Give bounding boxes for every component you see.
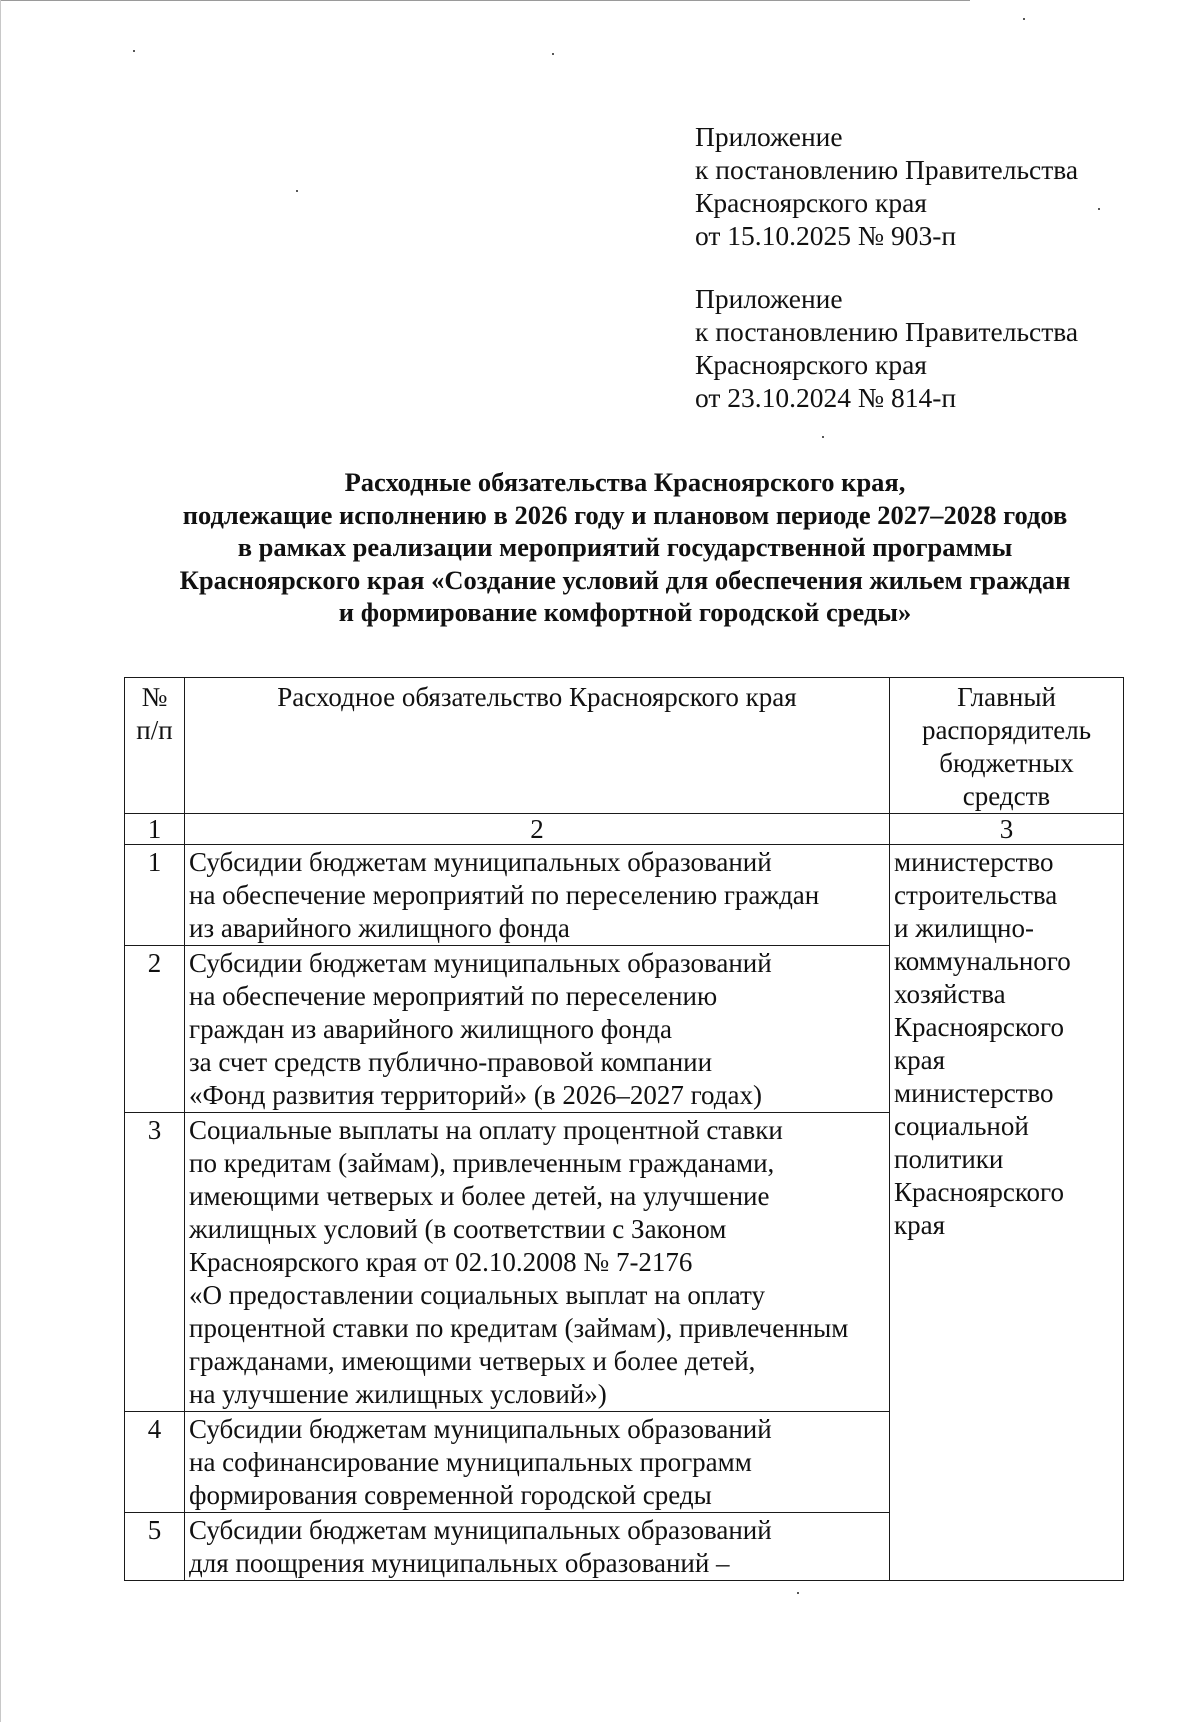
manager-line: Красноярского	[894, 1012, 1064, 1042]
row-line: имеющими четверых и более детей, на улучшение	[189, 1181, 770, 1211]
row-line: «О предоставлении социальных выплат на оплату	[189, 1280, 765, 1310]
appendix-line: от 23.10.2024 № 814-п	[695, 382, 957, 413]
scan-speck	[1023, 18, 1025, 20]
manager-line: политики	[894, 1144, 1004, 1174]
scan-top-edge	[0, 0, 970, 1]
title-line: Расходные обязательства Красноярского края,	[344, 467, 906, 497]
row-number: 4	[125, 1412, 185, 1513]
scan-speck	[552, 53, 554, 55]
document-title	[60, 466, 1190, 629]
column-number: 2	[530, 814, 544, 844]
row-obligation	[185, 1412, 890, 1513]
scan-speck	[133, 50, 135, 52]
row-line: на обеспечение мероприятий по переселению	[189, 981, 718, 1011]
appendix-current	[695, 120, 1078, 252]
scan-left-edge	[0, 0, 1, 1722]
title-line: и формирование комфортной городской среды»	[338, 597, 912, 627]
row-line: Красноярского края от 02.10.2008 № 7-2176	[189, 1247, 693, 1277]
column-number-cell	[890, 814, 1124, 845]
row-number: 1	[125, 845, 185, 946]
manager-line: Красноярского	[894, 1177, 1064, 1207]
row-line: формирования современной городской среды	[189, 1480, 712, 1510]
row-line: Субсидии бюджетам муниципальных образований	[189, 847, 772, 877]
title-line: подлежащие исполнению в 2026 году и плановом периоде 2027–2028 годов	[182, 499, 1068, 530]
column-number: 3	[999, 814, 1014, 844]
row-number: 3	[125, 1113, 185, 1412]
row-line: Субсидии бюджетам муниципальных образований	[189, 1515, 772, 1545]
row-line: жилищных условий (в соответствии с Законом	[189, 1214, 727, 1244]
header-manager-line: распорядитель	[921, 715, 1092, 745]
manager-line: коммунального	[894, 946, 1071, 976]
row-line: «Фонд развития территорий» (в 2026–2027 годах)	[189, 1080, 762, 1110]
manager-line: строительства	[894, 880, 1058, 910]
column-number-row	[125, 814, 1124, 845]
scan-speck	[797, 1592, 799, 1594]
header-num-cell	[125, 678, 185, 814]
column-number-cell	[185, 814, 890, 845]
obligations-table	[124, 677, 1124, 1581]
manager-line: министерство	[894, 1078, 1054, 1108]
appendix-line: Красноярского края	[695, 187, 927, 218]
appendix-previous	[695, 282, 1078, 414]
row-manager	[890, 845, 1124, 1581]
manager-line: края	[894, 1210, 946, 1240]
scan-speck	[1098, 208, 1100, 210]
row-line: из аварийного жилищного фонда	[189, 913, 570, 943]
header-manager-cell	[890, 678, 1124, 814]
row-line: для поощрения муниципальных образований –	[189, 1548, 730, 1578]
row-obligation	[185, 1113, 890, 1412]
title-line: Красноярского края «Создание условий для обеспечения жильем граждан	[179, 564, 1071, 595]
row-number: 2	[125, 946, 185, 1113]
column-number: 1	[147, 814, 162, 844]
row-number: 5	[125, 1513, 185, 1581]
row-obligation	[185, 845, 890, 946]
header-manager-line: бюджетных	[939, 748, 1074, 778]
manager-line: и жилищно-	[894, 913, 1034, 943]
row-obligation	[185, 946, 890, 1113]
row-line: на улучшение жилищных условий»)	[189, 1379, 607, 1409]
manager-line: хозяйства	[894, 979, 1006, 1009]
row-line: на обеспечение мероприятий по переселению граждан	[189, 880, 820, 910]
column-number-cell	[125, 814, 185, 845]
title-line: в рамках реализации мероприятий государственной программы	[237, 532, 1013, 562]
scan-speck	[822, 436, 824, 438]
table-row	[125, 845, 1124, 946]
header-obligation-cell	[185, 678, 890, 814]
appendix-line: к постановлению Правительства	[695, 316, 1079, 347]
row-line: за счет средств публично-правовой компании	[189, 1047, 713, 1077]
row-obligation	[185, 1513, 890, 1581]
appendix-line: от 15.10.2025 № 903-п	[695, 220, 957, 251]
scan-speck	[296, 190, 298, 192]
appendix-line: Приложение	[695, 121, 843, 152]
appendix-line: к постановлению Правительства	[695, 154, 1079, 185]
header-num-symbol: №	[141, 682, 168, 712]
appendix-line: Красноярского края	[695, 349, 927, 380]
manager-line: края	[894, 1045, 946, 1075]
row-line: Субсидии бюджетам муниципальных образований	[189, 1414, 772, 1444]
row-line: по кредитам (займам), привлеченным гражданами,	[189, 1148, 775, 1178]
row-line: гражданами, имеющими четверых и более детей,	[189, 1346, 756, 1376]
header-manager-line: средств	[962, 781, 1051, 811]
row-line: Социальные выплаты на оплату процентной ставки	[189, 1115, 783, 1145]
header-num-abbr: п/п	[136, 715, 173, 745]
header-obligation-label: Расходное обязательство Красноярского края	[277, 682, 797, 712]
row-line: граждан из аварийного жилищного фонда	[189, 1014, 672, 1044]
row-line: процентной ставки по кредитам (займам), привлеченным	[189, 1313, 849, 1343]
row-line: Субсидии бюджетам муниципальных образований	[189, 948, 772, 978]
manager-line: социальной	[894, 1111, 1029, 1141]
manager-line: министерство	[894, 847, 1054, 877]
row-line: на софинансирование муниципальных программ	[189, 1447, 752, 1477]
header-manager-line: Главный	[957, 682, 1056, 712]
appendix-line: Приложение	[695, 283, 843, 314]
table-header-row	[125, 678, 1124, 814]
